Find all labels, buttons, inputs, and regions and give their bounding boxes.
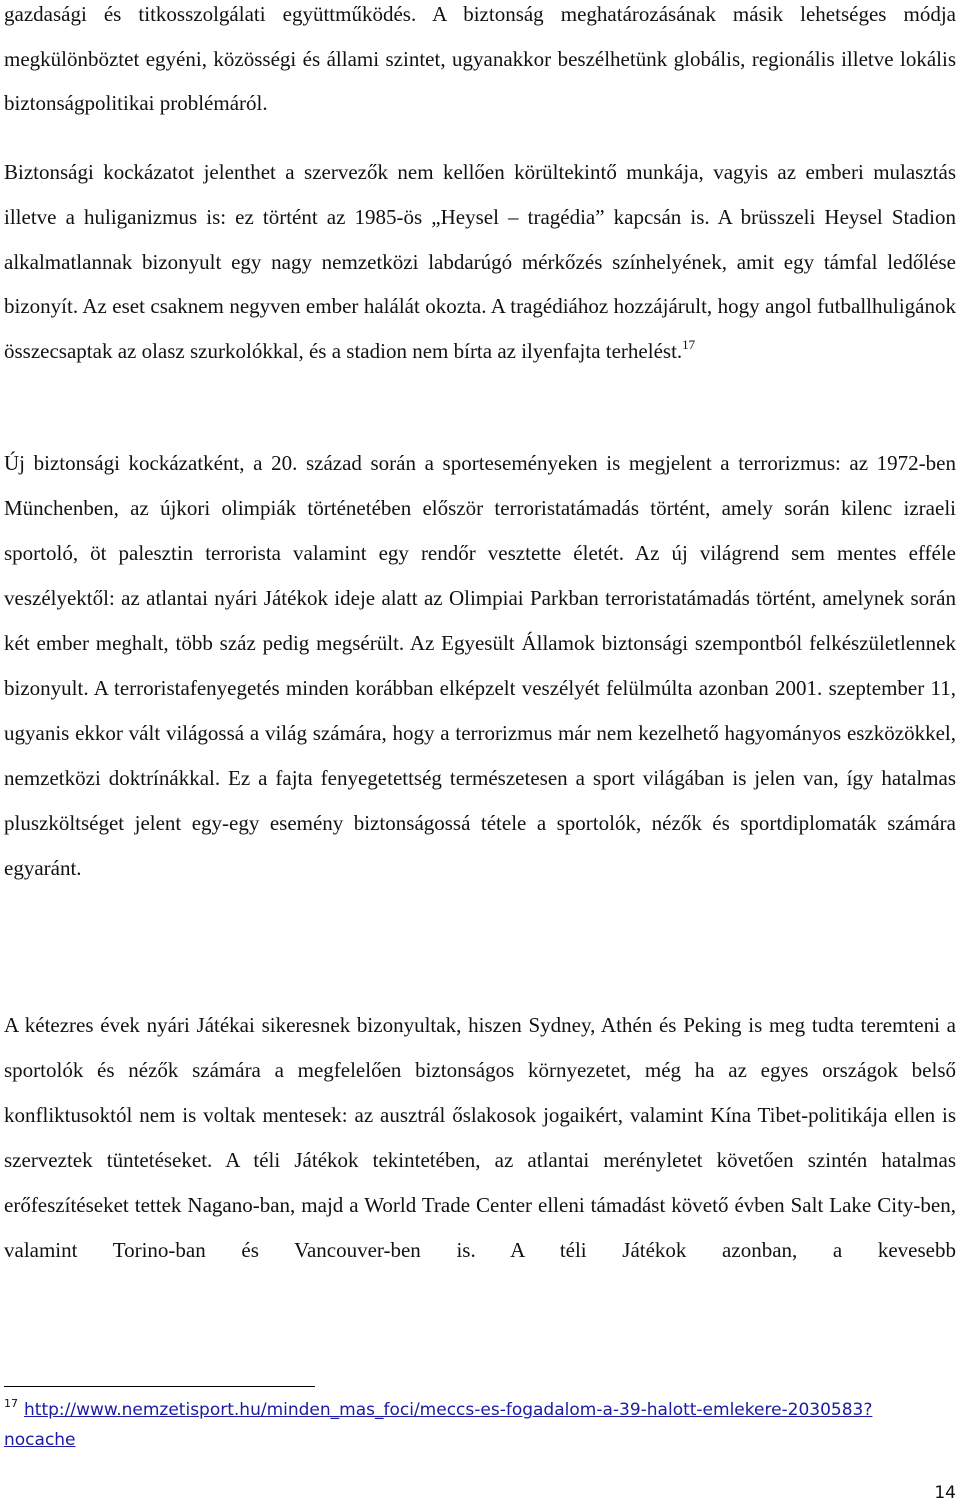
footnote-reference-17[interactable]: 17 [682, 337, 696, 353]
footnote-separator [4, 1386, 315, 1387]
paragraph-3: Új biztonsági kockázatként, a 20. század során a sporteseményeken is megjelent a terrorizmus: az 1972-ben Münchenben, az újkori olimpiák történetében először terroristatámadás történt, amely során kilenc izraeli sportoló, öt palesztin terrorista valamint egy rendőr vesztette életét. Az új világrend sem mentes efféle veszélyektől: az atlantai nyári Játékok ideje alatt az Olimpiai Parkban terroristatámadás történt, amelynek során két ember meghalt, több száz pedig megsérült. Az Egyesült Államok biztonsági szempontból felkészületlennek bizonyult. A terroristafenyegetés minden korábban elképzelt veszélyét felülmúlta azonban 2001. szeptember 11, ugyanis ekkor vált világossá a világ számára, hogy a terrorizmus már nem kezelhető hagyományos eszközökkel, nemzetközi doktrínákkal. Ez a fajta fenyegetettség természetesen a sport világában is jelen van, így hatalmas pluszköltséget jelent egy-egy esemény biztonságossá tétele a sportolók, nézők és sportdiplomaták számára egyaránt. [4, 451, 956, 880]
paragraph-2-text: Biztonsági kockázatot jelenthet a szervezők nem kellően körültekintő munkája, vagyis az emberi mulasztás illetve a huliganizmus is: ez történt az 1985-ös „Heysel – tragédia” kapcsán is. A brüsszeli Heysel Stadion alkalmatlannak bizonyult egy nagy nemzetközi labdarúgó mérkőzés színhelyének, amit egy támfal ledőlése bizonyít. Az eset csaknem negyven ember halálát okozta. A tragédiához hozzájárult, hogy angol futballhuligánok összecsaptak az olasz szurkolókkal, és a stadion nem bírta az ilyenfajta terhelést. [4, 160, 956, 364]
page-number: 14 [934, 1483, 956, 1503]
footnote-link[interactable]: http://www.nemzetisport.hu/minden_mas_foci/meccs-es-fogadalom-a-39-halott-emlekere-2030583?nocache [4, 1400, 873, 1450]
paragraph-4: A kétezres évek nyári Játékai sikeresnek bizonyultak, hiszen Sydney, Athén és Peking is meg tudta teremteni a sportolók és nézők számára a megfelelően biztonságos környezetet, még ha az egyes országok belső konfliktusoktól nem is voltak mentesek: az ausztrál őslakosok jogaikért, valamint Kína Tibet-politikája ellen is szerveztek tüntetéseket. A téli Játékok tekintetében, az atlantai merényletet követően szintén hatalmas erőfeszítéseket tettek Nagano-ban, majd a World Trade Center elleni támadást követő évben Salt Lake City-ben, valamint Torino-ban és Vancouver-ben is. A téli Játékok azonban, a kevesebb [4, 1013, 956, 1262]
paragraph-1: gazdasági és titkosszolgálati együttműködés. A biztonság meghatározásának másik lehetséges módja megkülönböztet egyéni, közösségi és állami szintet, ugyanakkor beszélhetünk globális, regionális illetve lokális biztonságpolitikai problémáról. [4, 2, 956, 115]
footnote [4, 1395, 904, 1455]
footnote-number: 17 [4, 1397, 18, 1410]
paragraph-2 [4, 150, 956, 374]
